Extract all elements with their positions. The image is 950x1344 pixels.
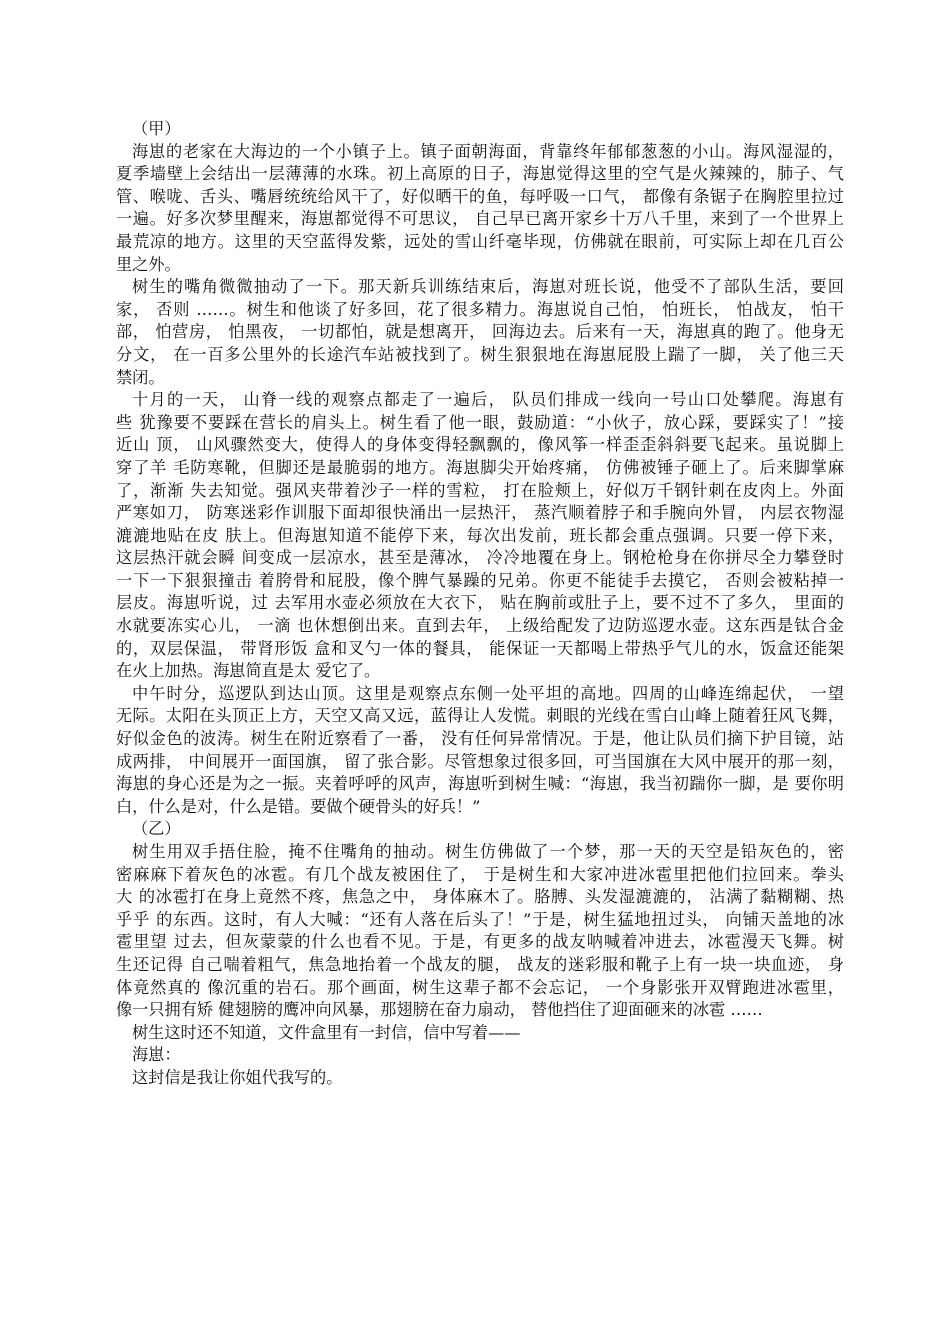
text-line: 体竟然真的 像沉重的岩石。那个画面，树生这辈子都不会忘记， 一个身影张开双臂跑进冰雹里， <box>116 977 844 997</box>
text-line: 海崽的老家在大海边的一个小镇子上。镇子面朝海面，背靠终年郁郁葱葱的小山。海风湿湿的， <box>132 141 844 161</box>
text-line: 里之外。 <box>116 254 181 274</box>
text-line: 水就要冻实心儿， 一滴 也休想倒出来。直到去年， 上级给配发了边防巡逻水壶。这东西是钛合金 <box>116 616 844 636</box>
section-heading-jia: （甲） <box>132 119 181 138</box>
text-line: 密麻麻下着灰色的冰雹。有几个战友被困住了， 于是树生和大家冲进冰雹里把他们拉回来。拳头 <box>116 864 844 884</box>
text-line: 像一只拥有矫 健翅膀的鹰冲向风暴，那翅膀在奋力扇动， 替他挡住了迎面砸来的冰雹 …… <box>116 1000 763 1020</box>
text-line: 成两排， 中间展开一面国旗， 留了张合影。尽管想象过很多回，可当国旗在大风中展开的那一刻， <box>116 751 844 771</box>
text-line: 的，双层保温， 带肾形饭 盒和叉勺一体的餐具， 能保证一天都喝上带热乎气儿的水，饭盒还能架 <box>116 638 844 658</box>
text-line: 一遍。好多次梦里醒来，海崽都觉得不可思议， 自己早已离开家乡十万八千里，来到了一个世界上 <box>116 209 844 229</box>
text-line: 十月的一天， 山脊一线的观察点都走了一遍后， 队员们排成一线向一号山口处攀爬。海崽有 <box>132 390 844 410</box>
text-line: 无际。太阳在头顶正上方，天空又高又远，蓝得让人发慌。刺眼的光线在雪白山峰上随着狂风飞舞， <box>116 706 844 726</box>
text-line: 树生这时还不知道，文件盒里有一封信，信中写着—— <box>132 1022 521 1042</box>
text-line: 漉漉地贴在皮 肤上。但海崽知道不能停下来，每次出发前，班长都会重点强调。只要一停下来， <box>116 525 844 545</box>
text-line: 分文， 在一百多公里外的长途汽车站被找到了。树生狠狠地在海崽屁股上踹了一脚， 关了他三天 <box>116 344 844 364</box>
text-line: 这封信是我让你姐代我写的。 <box>132 1067 343 1087</box>
section-heading-yi: （乙） <box>132 819 181 839</box>
text-line: 乎乎 的东西。这时，有人大喊：“还有人落在后头了！”于是，树生猛地扭过头， 向铺天盖地的冰 <box>116 909 844 929</box>
text-line: 树生用双手捂住脸，掩不住嘴角的抽动。树生仿佛做了一个梦，那一天的天空是铅灰色的，密 <box>132 842 844 861</box>
text-line: 海崽： <box>132 1045 181 1065</box>
text-line: 海崽的身心还是为之一振。夹着呼呼的风声，海崽听到树生喊：“海崽，我当初踹你一脚，是 要你明 <box>116 774 844 794</box>
document-page <box>116 118 844 1090</box>
text-line: 管、喉咙、舌头、嘴唇统统给风干了，好似晒干的鱼，每呼吸一口气， 都像有条锯子在胸腔里拉过 <box>116 186 844 206</box>
text-line: 好似金色的波涛。树生在附近察看了一番， 没有任何异常情况。于是，他让队员们摘下护目镜，站 <box>116 729 844 749</box>
text-line: 这层热汗就会瞬 间变成一层凉水，甚至是薄冰， 冷冷地覆在身上。钢枪枪身在你拼尽全力攀登时 <box>116 548 844 568</box>
text-line: 树生的嘴角微微抽动了一下。那天新兵训练结束后，海崽对班长说，他受不了部队生活，要回 <box>132 277 844 297</box>
text-line: 近山 顶， 山风骤然变大，使得人的身体变得轻飘飘的，像风筝一样歪歪斜斜要飞起来。虽说脚上 <box>116 435 844 455</box>
text-line: 大 的冰雹打在身上竟然不疼，焦急之中， 身体麻木了。胳膊、头发湿漉漉的， 沾满了黏糊糊、热 <box>116 887 844 907</box>
text-line: 了，渐渐 失去知觉。强风夹带着沙子一样的雪粒， 打在脸颊上，好似万千钢针刺在皮肉上。外面 <box>116 480 844 500</box>
text-line: 在火上加热。海崽简直是太 爱它了。 <box>116 661 381 681</box>
text-line: 一下一下狠狠撞击 着胯骨和屁股，像个脾气暴躁的兄弟。你更不能徒手去摸它， 否则会被粘掉一 <box>116 570 844 590</box>
text-line: 最荒凉的地方。这里的天空蓝得发紫，远处的雪山纤毫毕现，仿佛就在眼前，可实际上却在几百公 <box>116 231 844 251</box>
text-line: 雹里望 过去，但灰蒙蒙的什么也看不见。于是，有更多的战友呐喊着冲进去，冰雹漫天飞舞。树 <box>116 932 844 952</box>
text-line: 生还记得 自己喘着粗气，焦急地抬着一个战友的腿， 战友的迷彩服和靴子上有一块一块血迹， 身 <box>116 954 844 974</box>
text-line: 禁闭。 <box>116 367 165 387</box>
text-line: 穿了羊 毛防寒靴，但脚还是最脆弱的地方。海崽脚尖开始疼痛， 仿佛被锤子砸上了。后来脚掌麻 <box>116 457 844 477</box>
text-line: 夏季墙壁上会结出一层薄薄的水珠。初上高原的日子，海崽觉得这里的空气是火辣辣的，肺子、气 <box>116 164 844 184</box>
text-line: 家， 否则 ……。树生和他谈了好多回，花了很多精力。海崽说自己怕， 怕班长， 怕战友， 怕干 <box>116 299 844 319</box>
text-line: 严寒如刀， 防寒迷彩作训服下面却很快涌出一层热汗， 蒸汽顺着脖子和手腕向外冒， 内层衣物湿 <box>116 503 844 523</box>
text-line: 层皮。海崽听说，过 去军用水壶必须放在大衣下， 贴在胸前或肚子上，要不过不了多久， 里面的 <box>116 593 844 613</box>
text-line: 部， 怕营房， 怕黑夜， 一切都怕，就是想离开， 回海边去。后来有一天，海崽真的跑了。他身无 <box>116 322 844 342</box>
text-line: 些 犹豫要不要踩在营长的肩头上。树生看了他一眼，鼓励道：“小伙子，放心踩，要踩实了！”接 <box>116 412 844 432</box>
text-line: 中午时分，巡逻队到达山顶。这里是观察点东侧一处平坦的高地。四周的山峰连绵起伏， 一望 <box>132 683 844 703</box>
text-line: 白，什么是对，什么是错。要做个硬骨头的好兵！” <box>116 796 481 816</box>
